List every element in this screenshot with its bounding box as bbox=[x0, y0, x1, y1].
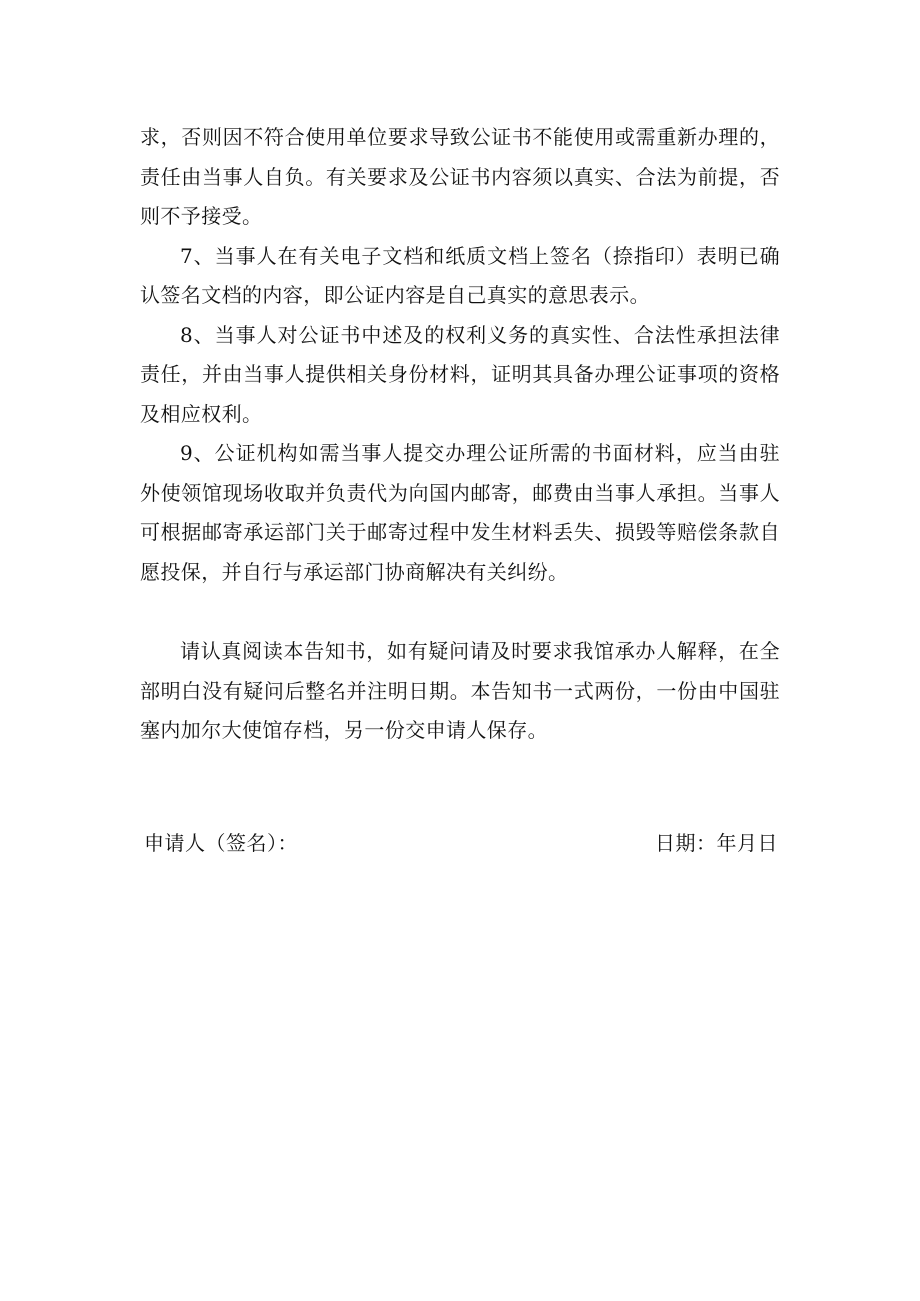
paragraph-item-8: 8、当事人对公证书中述及的权利义务的真实性、合法性承担法律责任，并由当事人提供相关身份材料，证明其具备办理公证事项的资格及相应权利。 bbox=[140, 322, 780, 426]
document-body bbox=[140, 118, 780, 751]
applicant-signature-label: 申请人（签名）： bbox=[144, 831, 298, 855]
paragraph-item-9: 9、公证机构如需当事人提交办理公证所需的书面材料，应当由驻外使领馆现场收取并负责代为向国内邮寄，邮费由当事人承担。当事人可根据邮寄承运部门关于邮寄过程中发生材料丢失、损毁等赔偿条款自愿投保，并自行与承运部门协商解决有关纠纷。 bbox=[140, 441, 780, 584]
paragraph-continuation: 求，否则因不符合使用单位要求导致公证书不能使用或需重新办理的，责任由当事人自负。有关要求及公证书内容须以真实、合法为前提，否则不予接受。 bbox=[140, 125, 780, 228]
signature-line bbox=[140, 826, 780, 860]
paragraph-gap bbox=[140, 592, 780, 632]
date-label: 日期：年月日 bbox=[655, 831, 778, 855]
paragraph-item-7: 7、当事人在有关电子文档和纸质文档上签名（捺指印）表明已确认签名文档的内容，即公证内容是自己真实的意思表示。 bbox=[140, 243, 780, 307]
closing-paragraph: 请认真阅读本告知书，如有疑问请及时要求我馆承办人解释，在全部明白没有疑问后整名并注明日期。本告知书一式两份，一份由中国驻塞内加尔大使馆存档，另一份交申请人保存。 bbox=[140, 639, 780, 742]
